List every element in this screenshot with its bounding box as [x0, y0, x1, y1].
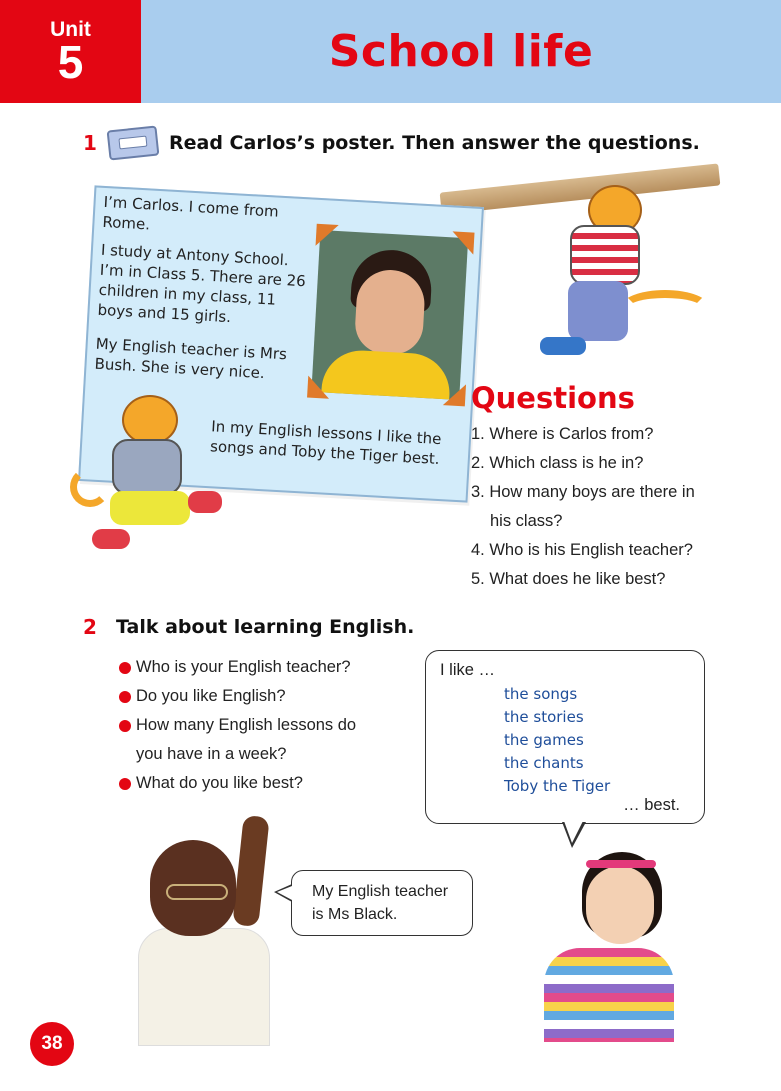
- girl-photo: [544, 852, 674, 1042]
- list-item: Do you like English?: [119, 682, 356, 711]
- question-item: 4. Who is his English teacher?: [471, 541, 693, 559]
- photo-corner: [307, 376, 330, 399]
- unit-badge: [0, 0, 141, 103]
- bubble-option: the songs: [504, 685, 578, 703]
- bubble-options: [504, 683, 610, 798]
- question-item: 5. What does he like best?: [471, 570, 666, 588]
- poster-paragraph-1: I’m Carlos. I come from Rome.: [102, 192, 280, 234]
- tiger-tail-illustration: [620, 290, 710, 326]
- bubble-intro: I like …: [440, 661, 496, 679]
- page-number: 38: [30, 1022, 74, 1066]
- bullet-icon: [119, 691, 131, 703]
- title-bar: [141, 0, 781, 103]
- questions-list: [471, 420, 771, 594]
- photo-corner: [316, 224, 339, 247]
- section1-number: 1: [83, 131, 97, 155]
- photo-corner: [443, 383, 466, 406]
- list-item-continuation: you have in a week?: [136, 745, 287, 763]
- tiger-illustration: [540, 185, 650, 365]
- bubble-line: is Ms Black.: [312, 906, 398, 923]
- poster-paragraph-2: I study at Antony School. I’m in Class 5. There are 26 children in my class, 11 boys and 15 girls.: [97, 240, 307, 327]
- like-speech-bubble: [425, 650, 705, 824]
- tiger-headphones-illustration: [70, 395, 220, 565]
- carlos-photo: [311, 230, 468, 400]
- bubble-option: the stories: [504, 708, 584, 726]
- photo-corner: [451, 231, 474, 254]
- question-item: 1. Where is Carlos from?: [471, 425, 654, 443]
- bubble-option: the games: [504, 731, 584, 749]
- question-item: 3. How many boys are there in: [471, 483, 695, 501]
- bullet-icon: [119, 662, 131, 674]
- poster-paragraph-4: In my English lessons I like the songs and Toby the Tiger best.: [209, 417, 442, 469]
- bubble-option: Toby the Tiger: [504, 777, 611, 795]
- list-item: How many English lessons do: [119, 711, 356, 740]
- boy-photo: [138, 810, 274, 1046]
- section2-instruction: Talk about learning English.: [116, 616, 415, 638]
- page-title: School life: [328, 26, 594, 77]
- questions-title: Questions: [471, 381, 635, 415]
- discussion-list: [119, 653, 356, 798]
- section1-instruction: Read Carlos’s poster. Then answer the questions.: [169, 132, 700, 154]
- list-item: What do you like best?: [119, 769, 356, 798]
- unit-label: Unit: [50, 18, 91, 41]
- bubble-tail: [564, 821, 583, 843]
- bubble-tail: [277, 886, 292, 900]
- bubble-ending: … best.: [623, 796, 680, 814]
- bubble-line: My English teacher: [312, 883, 449, 900]
- list-item: Who is your English teacher?: [119, 653, 356, 682]
- cassette-icon: [107, 125, 160, 160]
- question-item: his class?: [490, 512, 563, 530]
- bullet-icon: [119, 778, 131, 790]
- section2-number: 2: [83, 615, 97, 639]
- question-item: 2. Which class is he in?: [471, 454, 644, 472]
- unit-number: 5: [57, 36, 84, 88]
- teacher-speech-bubble: [291, 870, 473, 936]
- bullet-icon: [119, 720, 131, 732]
- bubble-option: the chants: [504, 754, 584, 772]
- poster-paragraph-3: My English teacher is Mrs Bush. She is very nice.: [94, 334, 288, 383]
